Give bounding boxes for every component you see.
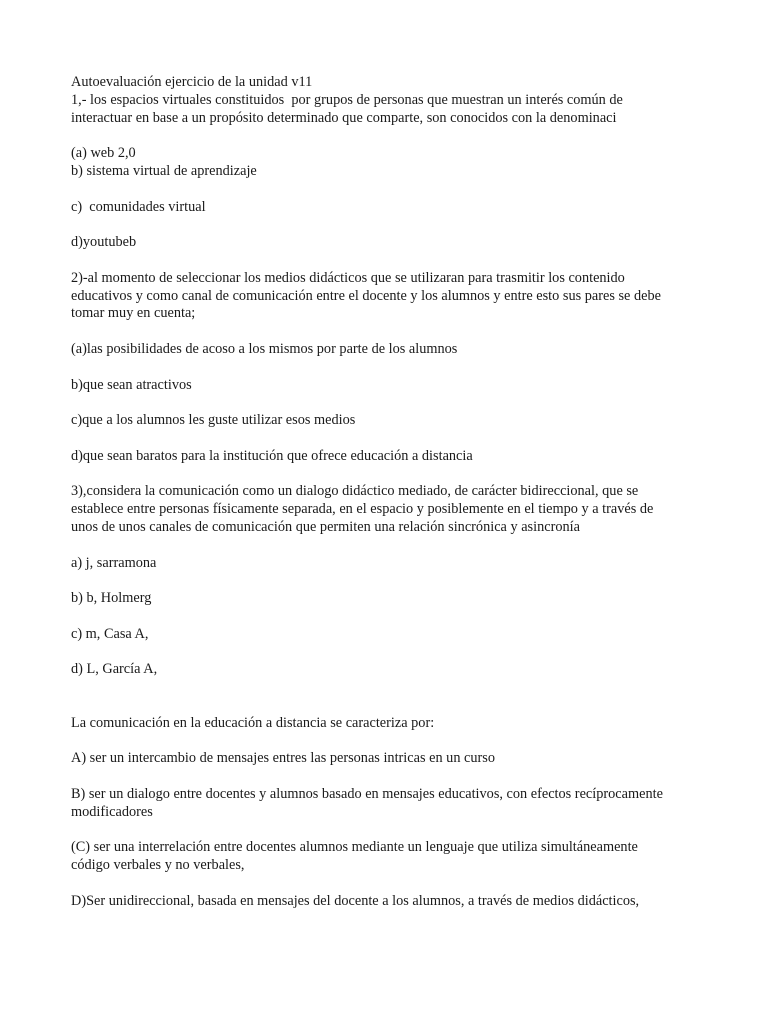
question-3-option-a: a) j, sarramona xyxy=(71,554,157,571)
question-3-line-1: 3),considera la comunicación como un dialogo didáctico mediado, de carácter bidireccional, que se xyxy=(71,483,639,500)
question-2-line-2: educativos y como canal de comunicación entre el docente y los alumnos y entre esto sus pares se debe xyxy=(71,287,661,304)
question-4-stem: La comunicación en la educación a distancia se caracteriza por: xyxy=(71,714,435,731)
question-4-option-b-line-2: modificadores xyxy=(71,803,153,820)
question-2-option-b: b)que sean atractivos xyxy=(71,376,192,393)
question-4-option-a: A) ser un intercambio de mensajes entres las personas intricas en un curso xyxy=(71,750,496,767)
document-page xyxy=(71,74,711,910)
question-4-option-d: D)Ser unidireccional, basada en mensajes del docente a los alumnos, a través de medios didácticos, xyxy=(71,892,640,909)
question-1-option-a: (a) web 2,0 xyxy=(71,145,136,162)
question-1-line-1: 1,- los espacios virtuales constituidos por grupos de personas que muestran un interés común de xyxy=(71,91,623,108)
question-2-line-1: 2)-al momento de seleccionar los medios didácticos que se utilizaran para trasmitir los contenido xyxy=(71,269,625,286)
question-1-option-c: c) comunidades virtual xyxy=(71,198,206,215)
question-4-option-c-line-1: (C) ser una interrelación entre docentes alumnos mediante un lenguaje que utiliza simultáneamente xyxy=(71,839,638,856)
question-4-option-c-line-2: código verbales y no verbales, xyxy=(71,857,245,874)
question-3-option-d: d) L, García A, xyxy=(71,661,158,678)
question-1-option-b: b) sistema virtual de aprendizaje xyxy=(71,162,257,179)
question-2-option-c: c)que a los alumnos les guste utilizar esos medios xyxy=(71,412,356,429)
document-title: Autoevaluación ejercicio de la unidad v11 xyxy=(71,74,313,90)
question-3-option-c: c) m, Casa A, xyxy=(71,625,149,642)
question-2-line-3: tomar muy en cuenta; xyxy=(71,305,196,322)
question-3-option-b: b) b, Holmerg xyxy=(71,590,152,607)
question-2-option-a: (a)las posibilidades de acoso a los mismos por parte de los alumnos xyxy=(71,340,458,357)
question-3-line-3: unos de unos canales de comunicación que permiten una relación sincrónica y asincronía xyxy=(71,518,580,535)
question-4-option-b-line-1: B) ser un dialogo entre docentes y alumnos basado en mensajes educativos, con efectos recíprocamente xyxy=(71,785,663,802)
question-1-line-2: interactuar en base a un propósito determinado que comparte, son conocidos con la denominaci xyxy=(71,109,617,126)
question-2-option-d: d)que sean baratos para la institución que ofrece educación a distancia xyxy=(71,447,473,464)
question-1-option-d: d)youtubeb xyxy=(71,234,137,251)
question-3-line-2: establece entre personas físicamente separada, en el espacio y posiblemente en el tiempo y a través de xyxy=(71,501,654,518)
